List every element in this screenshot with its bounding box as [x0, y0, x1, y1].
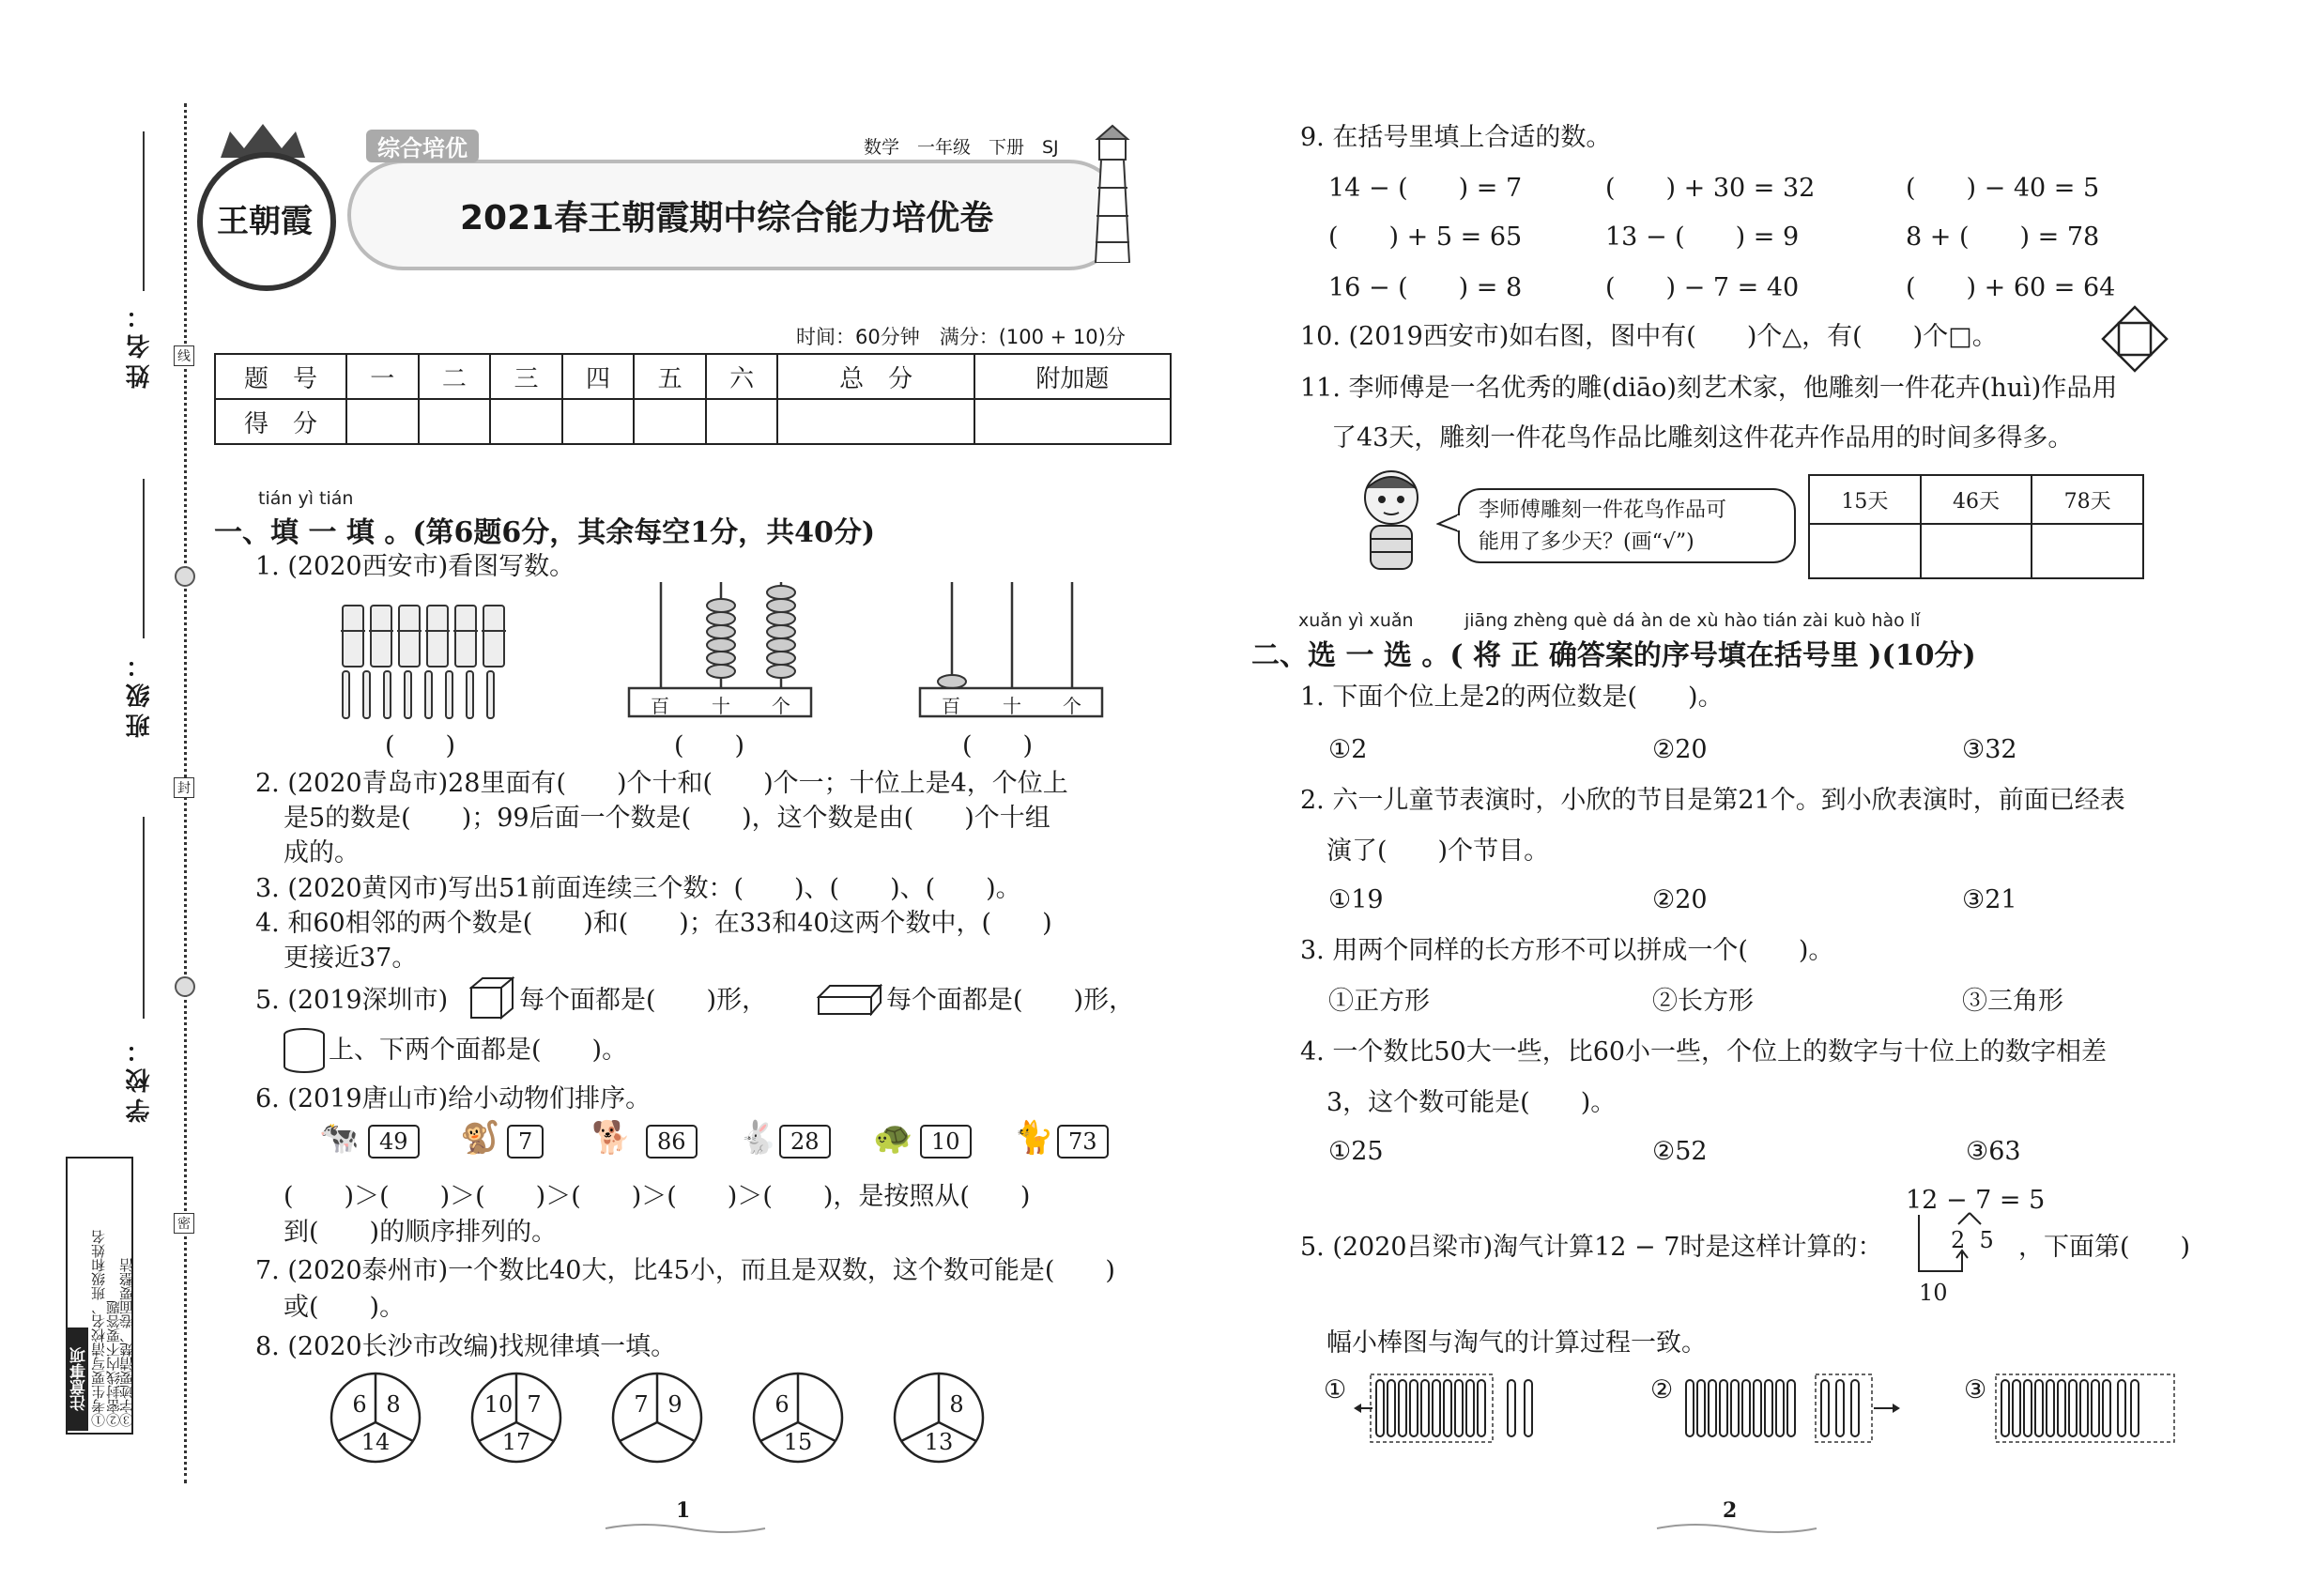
time-info: 时间：60分钟 满分：(100 + 10)分	[796, 326, 1126, 348]
notes-title: 注意事项	[68, 1327, 88, 1431]
days-header-row	[1809, 475, 2143, 524]
s1-q11-line2: 了43天，雕刻一件花鸟作品比雕刻这件花卉作品用的时间多得多。	[1331, 423, 2074, 453]
score-cell[interactable]	[634, 399, 706, 444]
animals-row	[319, 1119, 1127, 1166]
s2-q1-opt-3[interactable]: ③32	[1962, 735, 2017, 764]
score-cell[interactable]	[419, 399, 491, 444]
q9-r1-c3: ( ) − 40 = 5	[1906, 174, 2100, 203]
turtle-icon: 🐢	[873, 1119, 913, 1157]
cow-icon: 🐄	[319, 1119, 360, 1157]
school-field[interactable]	[143, 817, 145, 1019]
abacus2-label-tens: 十	[1003, 695, 1021, 717]
note-3: ③字迹要清楚、卷面要整洁	[118, 1258, 135, 1427]
s1-q2-line1: 2. (2020青岛市)28里面有( )个十和( )个一；十位上是4，个位上	[255, 769, 1068, 798]
circle-value-b: 7	[527, 1391, 542, 1418]
days-checkbox[interactable]	[1809, 524, 1921, 578]
q1-blank-2[interactable]: ( )	[674, 731, 745, 760]
pattern-circle	[751, 1371, 845, 1465]
s1-q7-line1: 7. (2020泰州市)一个数比40大，比45小，而且是双数，这个数可能是( )	[255, 1256, 1115, 1285]
s2-q5-line1: 5. (2020吕梁市)淘气计算12 − 7时是这样计算的：	[1300, 1233, 1883, 1262]
stick-option-figure-3[interactable]	[1992, 1371, 2180, 1446]
s2-q1-opt-2[interactable]: ②20	[1652, 735, 1708, 764]
circle-value-c: 14	[360, 1429, 391, 1455]
s2-q3: 3. 用两个同样的长方形不可以拼成一个( )。	[1300, 936, 1834, 965]
score-header-cell: 题 号	[215, 354, 346, 399]
s1-q1: 1. (2020西安市)看图写数。	[255, 552, 575, 581]
s1-q9: 9. 在括号里填上合适的数。	[1300, 123, 1612, 152]
days-answer-row	[1809, 524, 2143, 578]
s2-q5-tail: ，下面第( )	[2018, 1233, 2191, 1262]
circle-value-c: 17	[501, 1429, 531, 1455]
cuboid-icon	[817, 984, 882, 1016]
pattern-circle	[892, 1371, 986, 1465]
speech-bubble-tail	[1436, 513, 1463, 535]
q1-blank-3[interactable]: ( )	[962, 731, 1034, 760]
section2-title: 二、选 一 选 。( 将 正 确答案的序号填在括号里 )(10分)	[1251, 639, 1976, 672]
s2-q4-opt-2[interactable]: ②52	[1652, 1137, 1708, 1166]
abacus1-label-tens: 十	[712, 695, 730, 717]
q9-r2-c2: 13 − ( ) = 9	[1605, 223, 1800, 252]
seal-marker-1: 线	[174, 345, 194, 366]
pattern-circle	[329, 1371, 422, 1465]
circle-value-a: 6	[774, 1391, 790, 1418]
abacus1-label-ones: 个	[772, 695, 790, 717]
s1-q4-line1: 4. 和60相邻的两个数是( )和( )；在33和40这两个数中，( )	[255, 909, 1052, 938]
q9-r2-c1: ( ) + 5 = 65	[1328, 223, 1523, 252]
s2-q3-opt-1[interactable]: ①正方形	[1328, 987, 1430, 1016]
dog-icon: 🐕	[591, 1119, 632, 1157]
seal-marker-3: 密	[174, 1213, 194, 1234]
s1-q11-line1: 11. 李师傅是一名优秀的雕(diāo)刻艺术家，他雕刻一件花卉(huì)作品用	[1300, 374, 2118, 403]
score-row-label: 得 分	[215, 399, 346, 444]
cat-icon: 🐈	[1014, 1119, 1054, 1157]
score-header-row	[215, 354, 1171, 399]
brand-logo	[188, 131, 338, 282]
class-field[interactable]	[143, 479, 145, 638]
animal-number: 28	[779, 1125, 831, 1159]
abacus2-label-ones: 个	[1063, 695, 1081, 717]
s2-q5-opt-1[interactable]: ①	[1324, 1375, 1347, 1404]
seal-marker-2: 封	[174, 777, 194, 798]
s1-q5-d: 上、下两个面都是( )。	[329, 1036, 628, 1065]
circle-value-c: 13	[924, 1429, 954, 1455]
s2-q2-line1: 2. 六一儿童节表演时，小欣的节目是第21个。到小欣表演时，前面已经表	[1300, 786, 2125, 815]
s1-q5-a: 5. (2019深圳市)	[255, 986, 449, 1015]
s2-q4-line2: 3，这个数可能是( )。	[1326, 1088, 1617, 1117]
circle-value-a: 6	[352, 1391, 367, 1418]
section1-title: 一、填 一 填 。(第6题6分，其余每空1分，共40分)	[214, 516, 876, 549]
s1-q7-line2: 或( )。	[284, 1293, 406, 1322]
s2-q2-opt-2[interactable]: ②20	[1652, 885, 1708, 914]
score-cell[interactable]	[777, 399, 974, 444]
circle-blank-a[interactable]	[909, 1391, 937, 1418]
cylinder-icon	[282, 1027, 327, 1074]
note-2: ②密封线内不要答题	[105, 1300, 122, 1427]
circle-blank-b[interactable]	[802, 1391, 830, 1418]
score-header-cell: 三	[490, 354, 562, 399]
circle-pattern-row	[329, 1371, 1136, 1474]
score-header-cell: 总 分	[777, 354, 974, 399]
cube-icon	[469, 976, 514, 1021]
q9-r1-c1: 14 − ( ) = 7	[1328, 174, 1523, 203]
days-checkbox[interactable]	[1921, 524, 2032, 578]
circle-value-b: 8	[386, 1391, 401, 1418]
seal-hole-2	[175, 976, 195, 997]
s2-q1: 1. 下面个位上是2的两位数是( )。	[1300, 683, 1724, 712]
s1-q5-c: 每个面都是( )形，	[886, 986, 1135, 1015]
circle-value-a: 10	[483, 1391, 514, 1418]
stick-bundles-figure	[333, 601, 521, 723]
logo-text: 王朝霞	[217, 203, 313, 240]
header-banner	[207, 122, 1145, 272]
s2-q5-equation: 12 − 7 = 5	[1906, 1186, 2046, 1215]
s1-q8: 8. (2020长沙市改编)找规律填一填。	[255, 1332, 677, 1361]
rabbit-icon: 🐇	[738, 1119, 778, 1157]
score-header-cell: 四	[562, 354, 635, 399]
section2-pinyin-1: xuǎn yì xuǎn	[1298, 610, 1414, 631]
days-choice-table	[1808, 474, 2144, 579]
s2-q3-opt-2[interactable]: ②长方形	[1652, 987, 1754, 1016]
score-cell[interactable]	[974, 399, 1171, 444]
s2-q5-opt-2[interactable]: ②	[1650, 1375, 1674, 1404]
animal-number: 86	[646, 1125, 698, 1159]
name-label: 姓名：	[126, 299, 154, 389]
page-flourish-1	[601, 1519, 770, 1538]
bubble-line-1: 李师傅雕刻一件花鸟作品可	[1479, 499, 1727, 522]
q9-r1-c2: ( ) + 30 = 32	[1605, 174, 1816, 203]
s2-q4-opt-3[interactable]: ③63	[1966, 1137, 2021, 1166]
s1-q6-line3: 到( )的顺序排列的。	[284, 1218, 558, 1247]
square-triangle-figure	[2101, 305, 2169, 373]
score-cell[interactable]	[490, 399, 562, 444]
animal-number: 10	[920, 1125, 972, 1159]
notes-box	[66, 1157, 133, 1435]
animal-number: 73	[1057, 1125, 1109, 1159]
bubble-line-2: 能用了多少天？(画“√”)	[1479, 530, 1694, 554]
score-cell[interactable]	[562, 399, 635, 444]
q9-r3-c2: ( ) − 7 = 40	[1605, 273, 1800, 302]
monkey-icon: 🐒	[460, 1119, 500, 1157]
s2-q5-split: 2 5	[1951, 1227, 1994, 1253]
s2-q2-line2: 演了( )个节目。	[1326, 836, 1550, 866]
circle-value-a: 7	[634, 1391, 649, 1418]
q9-r3-c1: 16 − ( ) = 8	[1328, 273, 1523, 302]
days-option: 78天	[2032, 475, 2143, 524]
s2-q1-opt-1[interactable]: ①2	[1328, 735, 1368, 764]
header-meta: 数学 一年级 下册 SJ	[864, 137, 1059, 158]
binding-sidebar	[0, 0, 197, 1596]
q9-r2-c3: 8 + ( ) = 78	[1906, 223, 2100, 252]
s1-q2-line2: 是5的数是( )；99后面一个数是( )，这个数是由( )个十组	[284, 804, 1050, 833]
name-field[interactable]	[143, 131, 145, 291]
s1-q6-line2: ( )＞( )＞( )＞( )＞( )＞( )，是按照从( )	[284, 1182, 1031, 1211]
page-title: 2021春王朝霞期中综合能力培优卷	[460, 199, 994, 238]
page-number-1: 1	[676, 1498, 691, 1523]
score-cell[interactable]	[346, 399, 419, 444]
s1-q2-line3: 成的。	[284, 838, 360, 867]
s2-q5-ten: 10	[1919, 1280, 1948, 1306]
s1-q10: 10. (2019西安市)如右图，图中有( )个△，有( )个□。	[1300, 322, 1998, 351]
page-number-2: 2	[1723, 1498, 1738, 1523]
score-cell[interactable]	[706, 399, 778, 444]
days-checkbox[interactable]	[2032, 524, 2143, 578]
animal-number: 49	[368, 1125, 420, 1159]
q9-r3-c3: ( ) + 60 = 64	[1906, 273, 2116, 302]
s1-q3: 3. (2020黄冈市)写出51前面连续三个数：( )、( )、( )。	[255, 874, 1021, 903]
abacus1-label-hundreds: 百	[651, 695, 669, 717]
pattern-circle	[610, 1371, 704, 1465]
note-1: ①考生要写清校名、班级和姓名	[90, 1230, 107, 1427]
q1-blank-1[interactable]: ( )	[385, 731, 456, 760]
section1-pinyin: tián yì tián	[258, 488, 354, 509]
score-value-row	[215, 399, 1171, 444]
page-flourish-2	[1652, 1519, 1821, 1538]
school-label: 学校：	[126, 1033, 154, 1123]
stick-option-figure-1[interactable]	[1352, 1371, 1587, 1446]
animal-number: 7	[507, 1125, 544, 1159]
pattern-circle	[469, 1371, 563, 1465]
s2-q2-opt-1[interactable]: ①19	[1328, 885, 1384, 914]
s1-q6: 6. (2019唐山市)给小动物们排序。	[255, 1084, 652, 1113]
score-header-cell: 一	[346, 354, 419, 399]
days-option: 46天	[1921, 475, 2032, 524]
score-header-cell: 二	[419, 354, 491, 399]
lighthouse-icon	[1084, 122, 1141, 263]
s2-q4-line1: 4. 一个数比50大一些，比60小一些，个位上的数字与十位上的数字相差	[1300, 1037, 2108, 1067]
s2-q4-opt-1[interactable]: ①25	[1328, 1137, 1384, 1166]
score-header-cell: 五	[634, 354, 706, 399]
tag-label: 综合培优	[366, 130, 479, 162]
abacus2-label-hundreds: 百	[942, 695, 960, 717]
s2-q2-opt-3[interactable]: ③21	[1962, 885, 2017, 914]
score-header-cell: 六	[706, 354, 778, 399]
s2-q3-opt-3[interactable]: ③三角形	[1962, 987, 2063, 1016]
circle-value-c: 15	[783, 1429, 813, 1455]
circle-value-b: 9	[667, 1391, 682, 1418]
circle-value-b: 8	[949, 1391, 964, 1418]
score-header-cell: 附加题	[974, 354, 1171, 399]
s1-q5-b: 每个面都是( )形，	[519, 986, 768, 1015]
stick-option-figure-2[interactable]	[1680, 1371, 1915, 1446]
seal-hole-1	[175, 566, 195, 587]
boy-illustration	[1354, 468, 1429, 573]
s1-q4-line2: 更接近37。	[284, 944, 418, 973]
score-table	[214, 353, 1172, 445]
circle-blank-c[interactable]	[638, 1429, 676, 1455]
class-label: 班级：	[126, 648, 154, 738]
s2-q5-opt-3[interactable]: ③	[1964, 1375, 1987, 1404]
section2-pinyin-2: jiāng zhèng què dá àn de xù hào tián zài kuò hào lǐ	[1464, 610, 1921, 631]
s2-q5-line2: 幅小棒图与淘气的计算过程一致。	[1326, 1328, 1707, 1358]
days-option: 15天	[1809, 475, 1921, 524]
